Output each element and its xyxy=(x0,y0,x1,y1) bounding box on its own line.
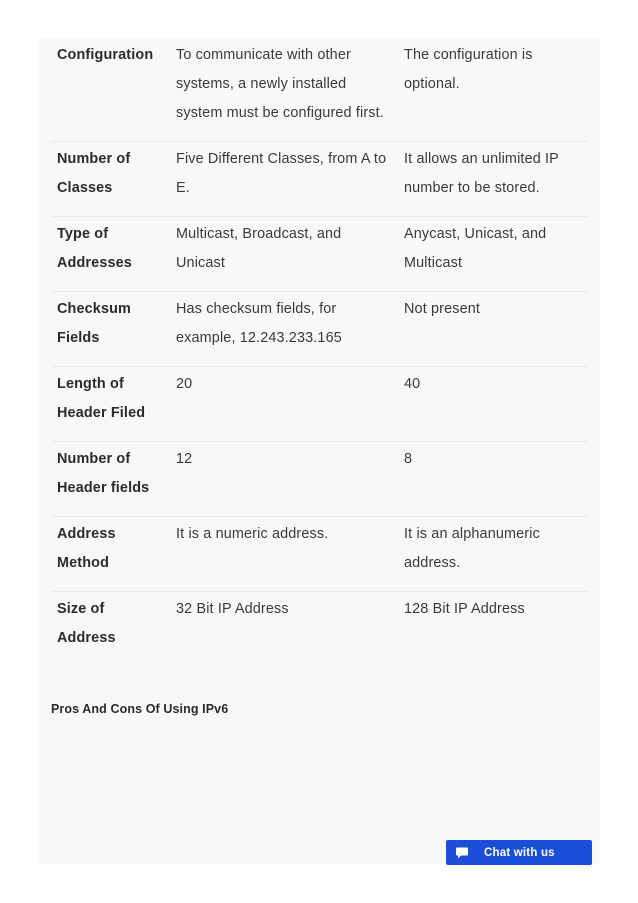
row-feature-cell: Checksum Fields xyxy=(51,292,170,367)
row-ipv4-cell: 32 Bit IP Address xyxy=(176,601,289,617)
table-row xyxy=(51,292,588,367)
row-ipv4-cell: Has checksum fields, for example, 12.243.233.165 xyxy=(170,292,398,367)
row-ipv4-cell: To communicate with other systems, a newly installed system must be configured first. xyxy=(170,38,398,142)
content-panel xyxy=(39,38,600,864)
row-ipv6-cell: 128 Bit IP Address xyxy=(404,601,525,617)
row-ipv6-cell: Anycast, Unicast, and Multicast xyxy=(398,217,588,292)
table-row xyxy=(51,442,588,517)
row-feature-cell: Number of Header fields xyxy=(51,442,170,517)
table-row xyxy=(51,592,588,667)
table-row xyxy=(51,38,588,142)
section-heading: Pros And Cons Of Using IPv6 xyxy=(51,702,229,716)
chat-button-label: Chat with us xyxy=(484,846,555,859)
row-feature-cell: Number of Classes xyxy=(51,142,170,217)
ipv4-ipv6-comparison-table xyxy=(51,38,588,666)
row-ipv4-cell: Five Different Classes, from A to E. xyxy=(170,142,398,217)
row-ipv4-cell: Multicast, Broadcast, and Unicast xyxy=(170,217,398,292)
row-ipv6-cell: The configuration is optional. xyxy=(398,38,588,142)
row-feature-cell: Length of Header Filed xyxy=(51,367,170,442)
table-row xyxy=(51,367,588,442)
row-ipv6-cell: 40 xyxy=(398,367,588,442)
row-ipv6-cell: Not present xyxy=(398,292,588,367)
row-ipv4-cell: 20 xyxy=(170,367,398,442)
row-ipv4-cell: 12 xyxy=(170,442,398,517)
row-ipv6-cell: 8 xyxy=(398,442,588,517)
row-feature-cell: Configuration xyxy=(51,38,170,142)
table-row xyxy=(51,217,588,292)
row-feature-cell: Type of Addresses xyxy=(51,217,170,292)
table-row xyxy=(51,142,588,217)
row-feature-cell: Address Method xyxy=(51,517,170,592)
chat-with-us-button[interactable] xyxy=(446,840,592,865)
row-ipv6-cell: It is an alphanumeric address. xyxy=(398,517,588,592)
chat-bubble-icon xyxy=(455,846,469,860)
row-ipv4-cell: It is a numeric address. xyxy=(170,517,398,592)
row-ipv6-cell: It allows an unlimited IP number to be stored. xyxy=(398,142,588,217)
row-feature-cell: Size of Address xyxy=(57,601,116,646)
table-body xyxy=(51,38,588,666)
table-row xyxy=(51,517,588,592)
